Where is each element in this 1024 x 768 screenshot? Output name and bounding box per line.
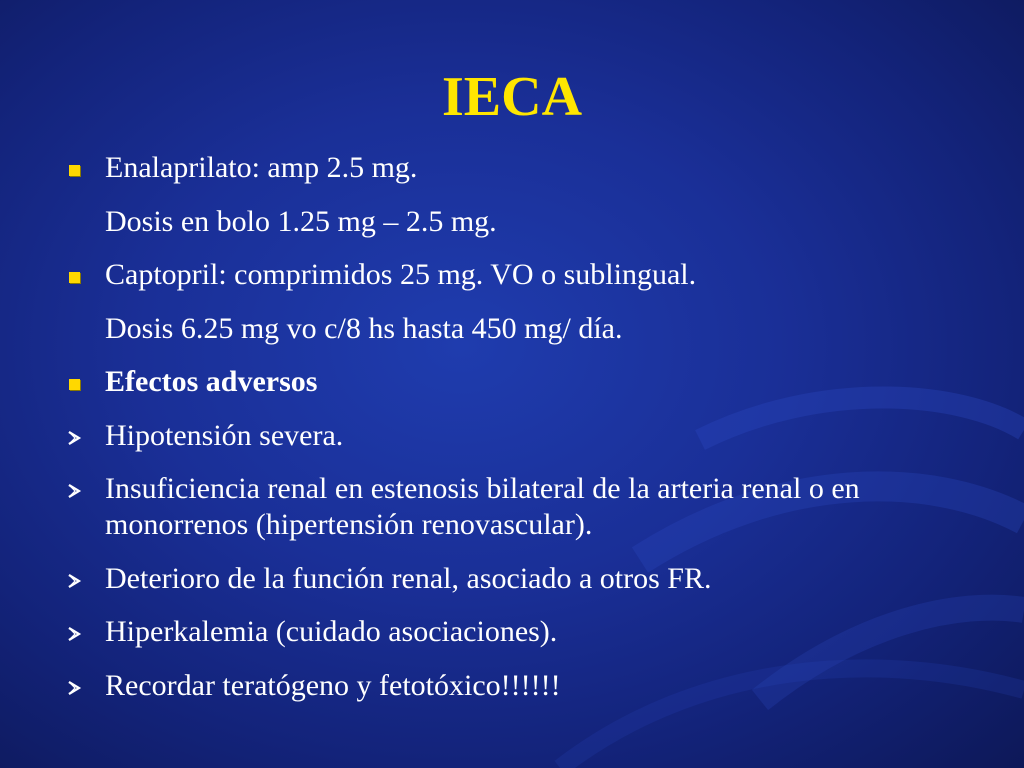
square-bullet-icon	[69, 272, 80, 283]
arrow-bullet-icon	[66, 483, 82, 499]
arrow-item-deterioro-renal	[66, 561, 986, 597]
bullet-item-captopril	[66, 257, 986, 293]
sub-item-dosis-captopril	[66, 311, 986, 347]
bullet-text: Enalaprilato: amp 2.5 mg.	[105, 151, 418, 184]
arrow-item-hiperkalemia	[66, 614, 986, 650]
arrow-item-teratogeno	[66, 668, 986, 704]
slide-content	[66, 150, 986, 721]
sub-item-dosis-enalaprilato	[66, 204, 986, 240]
arrow-bullet-icon	[66, 680, 82, 696]
bullet-text: Deterioro de la función renal, asociado a otros FR.	[105, 561, 712, 595]
arrow-bullet-icon	[66, 430, 82, 446]
bullet-item-efectos-adversos	[66, 364, 986, 400]
bullet-text: Efectos adversos	[105, 365, 318, 398]
slide-title: IECA	[441, 66, 583, 128]
arrow-item-insuficiencia-renal	[66, 471, 986, 543]
bullet-text: Dosis en bolo 1.25 mg – 2.5 mg.	[105, 204, 497, 238]
bullet-item-enalaprilato	[66, 150, 986, 186]
bullet-text: Recordar teratógeno y fetotóxico!!!!!!	[105, 668, 561, 702]
bullet-text: Captopril: comprimidos 25 mg. VO o sublingual.	[105, 258, 697, 291]
arrow-bullet-icon	[66, 573, 82, 589]
bullet-text: Insuficiencia renal en estenosis bilateral de la arteria renal o en monorrenos (hipertensión renovascular).	[105, 472, 860, 541]
arrow-bullet-icon	[66, 626, 82, 642]
arrow-item-hipotension	[66, 418, 986, 454]
bullet-text: Hiperkalemia (cuidado asociaciones).	[105, 615, 558, 648]
bullet-text: Hipotensión severa.	[105, 418, 344, 452]
square-bullet-icon	[69, 165, 80, 176]
bullet-text: Dosis 6.25 mg vo c/8 hs hasta 450 mg/ día.	[105, 311, 623, 345]
square-bullet-icon	[69, 379, 80, 390]
